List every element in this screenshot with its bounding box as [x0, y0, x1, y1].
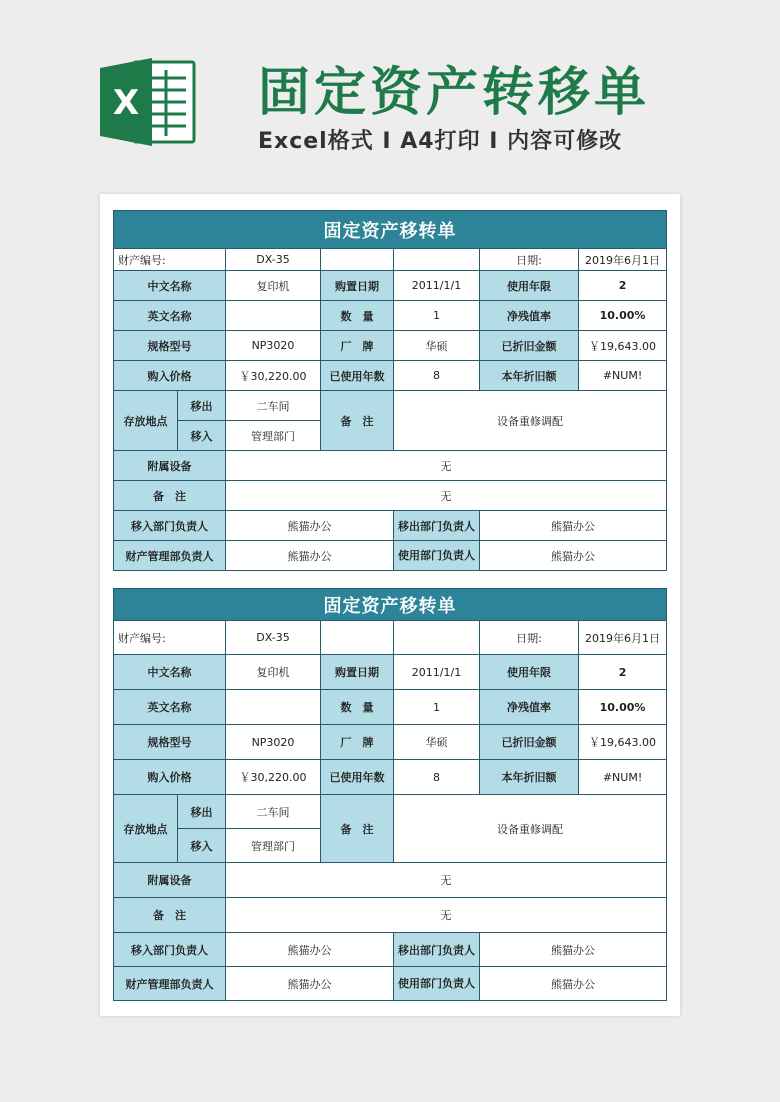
- price-label: 购入价格: [114, 361, 226, 391]
- use-dept[interactable]: 熊猫办公: [480, 541, 667, 571]
- year-dep-value[interactable]: #NUM!: [579, 361, 667, 391]
- salvage-value[interactable]: 10.00%: [579, 690, 667, 725]
- depreciated-value[interactable]: ￥19,643.00: [579, 331, 667, 361]
- model-value[interactable]: NP3020: [226, 725, 321, 760]
- qty-value[interactable]: 1: [394, 690, 480, 725]
- attach-value[interactable]: 无: [226, 451, 667, 481]
- asset-no-label: 财产编号:: [114, 621, 226, 655]
- out-dept-head-label: 移出部门负责人: [394, 511, 480, 541]
- in-label: 移入: [178, 421, 226, 451]
- in-label: 移入: [178, 829, 226, 863]
- out-label: 移出: [178, 391, 226, 421]
- cn-name-label: 中文名称: [114, 271, 226, 301]
- note-label: 备 注: [114, 898, 226, 933]
- in-dept-head[interactable]: 熊猫办公: [226, 933, 394, 967]
- purchase-date[interactable]: 2011/1/1: [394, 271, 480, 301]
- prop-mgr[interactable]: 熊猫办公: [226, 967, 394, 1001]
- cn-name[interactable]: 复印机: [226, 655, 321, 690]
- transfer-form-1: [113, 210, 666, 571]
- qty-value[interactable]: 1: [394, 301, 480, 331]
- years-used-label: 已使用年数: [321, 361, 394, 391]
- empty-cell[interactable]: [321, 249, 394, 271]
- note-value[interactable]: 无: [226, 898, 667, 933]
- date-label: 日期:: [480, 249, 579, 271]
- out-value[interactable]: 二车间: [226, 391, 321, 421]
- year-dep-label: 本年折旧额: [480, 760, 579, 795]
- maker-label: 厂 牌: [321, 331, 394, 361]
- qty-label: 数 量: [321, 301, 394, 331]
- asset-no-label: 财产编号:: [114, 249, 226, 271]
- en-name-label: 英文名称: [114, 690, 226, 725]
- svg-text:X: X: [112, 83, 140, 123]
- note-value[interactable]: 无: [226, 481, 667, 511]
- life-label: 使用年限: [480, 271, 579, 301]
- en-name[interactable]: [226, 301, 321, 331]
- prop-mgr-label: 财产管理部负责人: [114, 541, 226, 571]
- cn-name[interactable]: 复印机: [226, 271, 321, 301]
- en-name-label: 英文名称: [114, 301, 226, 331]
- empty-cell[interactable]: [321, 621, 394, 655]
- year-dep-label: 本年折旧额: [480, 361, 579, 391]
- use-dept-label: 使用部门负责人: [394, 541, 480, 571]
- header-banner: [0, 0, 780, 190]
- price-value[interactable]: ￥30,220.00: [226, 760, 321, 795]
- life-label: 使用年限: [480, 655, 579, 690]
- price-value[interactable]: ￥30,220.00: [226, 361, 321, 391]
- salvage-value[interactable]: 10.00%: [579, 301, 667, 331]
- years-used-label: 已使用年数: [321, 760, 394, 795]
- date-label: 日期:: [480, 621, 579, 655]
- empty-cell[interactable]: [394, 621, 480, 655]
- attach-value[interactable]: 无: [226, 863, 667, 898]
- remark-label: 备 注: [321, 391, 394, 451]
- attach-label: 附属设备: [114, 451, 226, 481]
- out-value[interactable]: 二车间: [226, 795, 321, 829]
- salvage-label: 净残值率: [480, 301, 579, 331]
- purchase-date-label: 购置日期: [321, 271, 394, 301]
- in-dept-head-label: 移入部门负责人: [114, 511, 226, 541]
- depreciated-label: 已折旧金额: [480, 331, 579, 361]
- year-dep-value[interactable]: #NUM!: [579, 760, 667, 795]
- location-label: 存放地点: [114, 391, 178, 451]
- model-value[interactable]: NP3020: [226, 331, 321, 361]
- life-value[interactable]: 2: [579, 655, 667, 690]
- purchase-date-label: 购置日期: [321, 655, 394, 690]
- prop-mgr[interactable]: 熊猫办公: [226, 541, 394, 571]
- form-title: 固定资产移转单: [114, 589, 667, 621]
- note-label: 备 注: [114, 481, 226, 511]
- asset-no[interactable]: DX-35: [226, 621, 321, 655]
- remark-value[interactable]: 设备重修调配: [394, 391, 667, 451]
- en-name[interactable]: [226, 690, 321, 725]
- asset-no[interactable]: DX-35: [226, 249, 321, 271]
- transfer-form-2: [113, 588, 666, 1001]
- model-label: 规格型号: [114, 725, 226, 760]
- page-subtitle: Excel格式 I A4打印 I 内容可修改: [258, 129, 623, 154]
- empty-cell[interactable]: [394, 249, 480, 271]
- maker-value[interactable]: 华硕: [394, 331, 480, 361]
- form-title: 固定资产移转单: [114, 211, 667, 249]
- salvage-label: 净残值率: [480, 690, 579, 725]
- attach-label: 附属设备: [114, 863, 226, 898]
- date-value[interactable]: 2019年6月1日: [579, 249, 667, 271]
- page-title: 固定资产转移单: [258, 63, 651, 123]
- depreciated-label: 已折旧金额: [480, 725, 579, 760]
- prop-mgr-label: 财产管理部负责人: [114, 967, 226, 1001]
- years-used-value[interactable]: 8: [394, 361, 480, 391]
- remark-value[interactable]: 设备重修调配: [394, 795, 667, 863]
- date-value[interactable]: 2019年6月1日: [579, 621, 667, 655]
- out-dept-head-label: 移出部门负责人: [394, 933, 480, 967]
- in-value[interactable]: 管理部门: [226, 829, 321, 863]
- out-label: 移出: [178, 795, 226, 829]
- out-dept-head[interactable]: 熊猫办公: [480, 511, 667, 541]
- use-dept[interactable]: 熊猫办公: [480, 967, 667, 1001]
- excel-logo-icon: [100, 56, 196, 148]
- remark-label: 备 注: [321, 795, 394, 863]
- location-label: 存放地点: [114, 795, 178, 863]
- in-dept-head[interactable]: 熊猫办公: [226, 511, 394, 541]
- use-dept-label: 使用部门负责人: [394, 967, 480, 1001]
- cn-name-label: 中文名称: [114, 655, 226, 690]
- qty-label: 数 量: [321, 690, 394, 725]
- maker-value[interactable]: 华硕: [394, 725, 480, 760]
- depreciated-value[interactable]: ￥19,643.00: [579, 725, 667, 760]
- years-used-value[interactable]: 8: [394, 760, 480, 795]
- life-value[interactable]: 2: [579, 271, 667, 301]
- model-label: 规格型号: [114, 331, 226, 361]
- purchase-date[interactable]: 2011/1/1: [394, 655, 480, 690]
- in-value[interactable]: 管理部门: [226, 421, 321, 451]
- in-dept-head-label: 移入部门负责人: [114, 933, 226, 967]
- out-dept-head[interactable]: 熊猫办公: [480, 933, 667, 967]
- maker-label: 厂 牌: [321, 725, 394, 760]
- price-label: 购入价格: [114, 760, 226, 795]
